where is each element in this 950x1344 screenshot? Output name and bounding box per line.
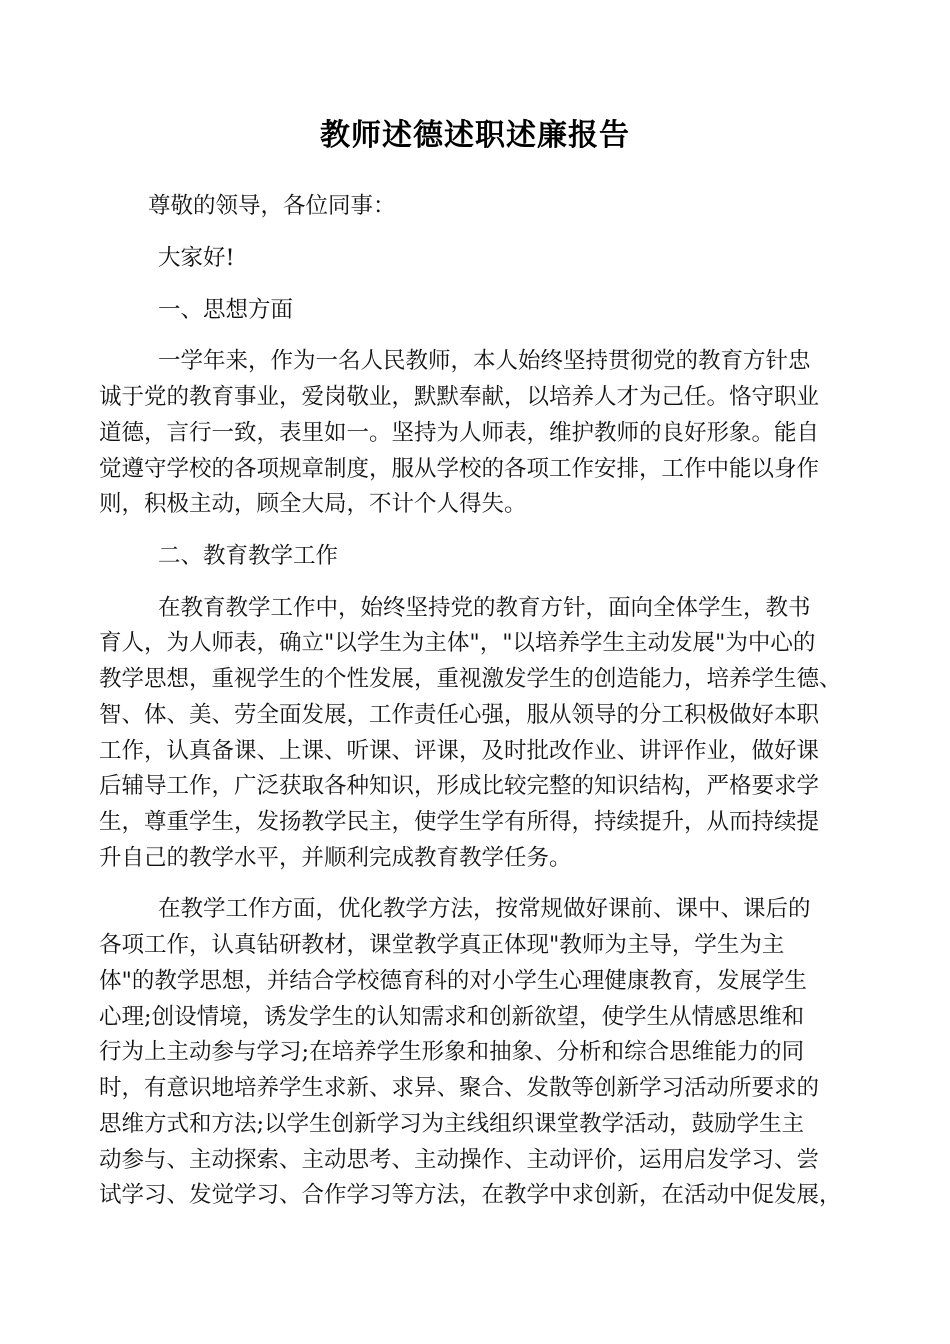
paragraph-3-line: 动参与、主动探索、主动思考、主动操作、主动评价，运用启发学习、尝: [99, 1147, 820, 1173]
paragraph-3-line: 行为上主动参与学习;在培养学生形象和抽象、分析和综合思维能力的同: [99, 1039, 805, 1065]
paragraph-2-line: 工作，认真备课、上课、听课、评课，及时批改作业、讲评作业，做好课: [99, 738, 820, 764]
paragraph-3-line: 体"的教学思想，并结合学校德育科的对小学生心理健康教育，发展学生: [99, 968, 807, 994]
paragraph-2-line: 教学思想，重视学生的个性发展，重视激发学生的创造能力，培养学生德、: [99, 666, 842, 692]
paragraph-1-line: 则，积极主动，顾全大局，不计个人得失。: [99, 491, 527, 517]
paragraph-2-line: 在教育教学工作中，始终坚持党的教育方针，面向全体学生，教书: [158, 595, 811, 621]
paragraph-3-line: 时，有意识地培养学生求新、求异、聚合、发散等创新学习活动所要求的: [99, 1075, 820, 1101]
paragraph-1-line: 诚于党的教育事业，爱岗敬业，默默奉献，以培养人才为己任。恪守职业: [99, 384, 820, 410]
section-heading-1: 一、思想方面: [158, 297, 294, 323]
paragraph-1-line: 一学年来，作为一名人民教师，本人始终坚持贯彻党的教育方针忠: [158, 348, 811, 374]
paragraph-3-line: 思维方式和方法;以学生创新学习为主线组织课堂教学活动，鼓励学生主: [99, 1111, 805, 1137]
paragraph-2-line: 升自己的教学水平，并顺利完成教育教学任务。: [99, 845, 572, 871]
paragraph-3-line: 在教学工作方面，优化教学方法，按常规做好课前、课中、课后的: [158, 896, 811, 922]
paragraph-2-line: 育人，为人师表，确立"以学生为主体"，"以培养学生主动发展"为中心的: [99, 630, 816, 656]
paragraph-2-line: 智、体、美、劳全面发展，工作责任心强，服从领导的分工积极做好本职: [99, 702, 820, 728]
salutation: 尊敬的领导，各位同事：: [148, 193, 396, 219]
section-heading-2: 二、教育教学工作: [158, 543, 339, 569]
paragraph-1-line: 觉遵守学校的各项规章制度，服从学校的各项工作安排，工作中能以身作: [99, 456, 820, 482]
document-title: 教师述德述职述廉报告: [320, 118, 630, 153]
paragraph-3-line: 试学习、发觉学习、合作学习等方法，在教学中求创新，在活动中促发展，: [99, 1182, 842, 1208]
greeting: 大家好!: [158, 245, 235, 271]
paragraph-2-line: 生，尊重学生，发扬教学民主，使学生学有所得，持续提升，从而持续提: [99, 809, 820, 835]
paragraph-3-line: 心理;创设情境，诱发学生的认知需求和创新欲望，使学生从情感思维和: [99, 1004, 805, 1030]
paragraph-3-line: 各项工作，认真钻研教材，课堂教学真正体现"教师为主导，学生为主: [99, 932, 785, 958]
paragraph-2-line: 后辅导工作，广泛获取各种知识，形成比较完整的知识结构，严格要求学: [99, 773, 820, 799]
paragraph-1-line: 道德，言行一致，表里如一。坚持为人师表，维护教师的良好形象。能自: [99, 420, 820, 446]
